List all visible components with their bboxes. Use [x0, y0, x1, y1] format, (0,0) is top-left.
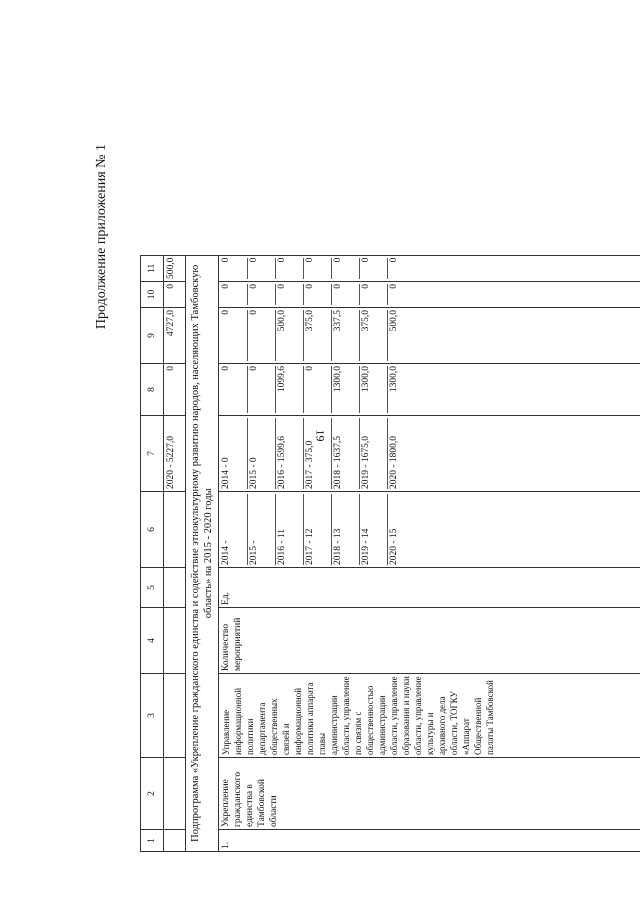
year-value: 2015 -	[248, 494, 276, 565]
program-table	[140, 255, 640, 852]
year-value: 2020 - 1800,0	[389, 435, 399, 489]
total-cell: 0	[164, 364, 186, 416]
year-value: 0	[220, 366, 248, 413]
year-value: 0	[304, 258, 332, 279]
year-value: 2015 - 0	[248, 418, 276, 489]
total-cell: 4727,0	[164, 308, 186, 364]
year-value: 500,0	[389, 310, 399, 332]
year-value: 2016 - 11	[276, 494, 304, 565]
col-number: 1	[141, 830, 164, 852]
year-value: 0	[248, 258, 276, 279]
year-value: 0	[276, 258, 304, 279]
total-cell: 0	[164, 282, 186, 308]
year-value: 1300,0	[360, 366, 388, 413]
year-value: 375,0	[360, 310, 388, 361]
total-cell: 500,0	[164, 255, 186, 281]
year-value: 0	[332, 284, 360, 305]
col-number: 7	[141, 416, 164, 492]
year-value: 0	[248, 284, 276, 305]
year-value: 0	[220, 310, 248, 361]
year-value: 0	[304, 366, 332, 413]
col-number: 5	[141, 568, 164, 608]
year-value: 0	[304, 284, 332, 305]
target-values	[219, 492, 640, 568]
year-value: 2018 - 1637,5	[332, 418, 360, 489]
funding-col11	[219, 255, 640, 281]
col-number: 4	[141, 608, 164, 674]
column-number-row	[141, 255, 164, 851]
year-value: 2019 - 1675,0	[360, 418, 388, 489]
continuation-heading: Продолжение приложения № 1	[94, 144, 109, 330]
year-value: 0	[360, 284, 388, 305]
funding-col10	[219, 282, 640, 308]
year-value: 0	[220, 258, 248, 279]
year-value: 0	[220, 284, 248, 305]
total-cell: 2020 - 5227,0	[164, 416, 186, 492]
year-value: 0	[248, 366, 276, 413]
year-value: 1300,0	[332, 366, 360, 413]
col-number: 9	[141, 308, 164, 364]
col-number: 8	[141, 364, 164, 416]
year-value: 2016 - 1599,6	[276, 418, 304, 489]
year-value: 1099,6	[276, 366, 304, 413]
col-number: 2	[141, 758, 164, 830]
funding-total	[219, 416, 640, 492]
funding-col8	[219, 364, 640, 416]
year-value: 0	[276, 284, 304, 305]
year-value: 2017 - 375,0	[304, 418, 332, 489]
subprogram-title: Подпрограмма «Укрепление гражданского единства и содействие этнокультурному развитию народов, населяющих Тамбовскую область» на 2015 - 2020 годы	[186, 255, 219, 851]
year-value: 0	[248, 310, 276, 361]
funding-col9	[219, 308, 640, 364]
row-number: 1.	[219, 830, 640, 852]
total-row	[164, 255, 186, 851]
year-value: 0	[332, 258, 360, 279]
col-number: 11	[141, 255, 164, 281]
year-value: 2018 - 13	[332, 494, 360, 565]
indicator: Количество мероприятий	[219, 608, 640, 674]
executor: Управление информационной политики департамента общественных связей и информационной политики аппарата главы администрации области, управление по связям с общественностью администрации области, управление образования и науки области, управление культуры и архивного дела области, ТОГКУ «Аппарат Общественной палаты Тамбовской	[219, 674, 640, 758]
year-value: 2017 - 12	[304, 494, 332, 565]
year-value: 2014 - 0	[220, 418, 248, 489]
year-value: 2014 -	[220, 494, 248, 565]
year-value: 2020 - 15	[389, 528, 399, 565]
year-value: 0	[360, 258, 388, 279]
col-number: 3	[141, 674, 164, 758]
unit: Ед.	[219, 568, 640, 608]
year-value: 2019 - 14	[360, 494, 388, 565]
measure-name: Укрепление гражданского единства в Тамбовской области	[219, 758, 640, 830]
col-number: 6	[141, 492, 164, 568]
col-number: 10	[141, 282, 164, 308]
year-value: 0	[389, 257, 399, 263]
table-row	[219, 255, 640, 851]
rotated-sheet	[82, 86, 612, 866]
page-number: 19	[313, 429, 328, 442]
year-value: 375,0	[304, 310, 332, 361]
year-value: 1300,0	[389, 366, 399, 393]
year-value: 500,0	[276, 310, 304, 361]
subprogram-row	[186, 255, 219, 851]
year-value: 337,5	[332, 310, 360, 361]
year-value: 0	[389, 284, 399, 289]
